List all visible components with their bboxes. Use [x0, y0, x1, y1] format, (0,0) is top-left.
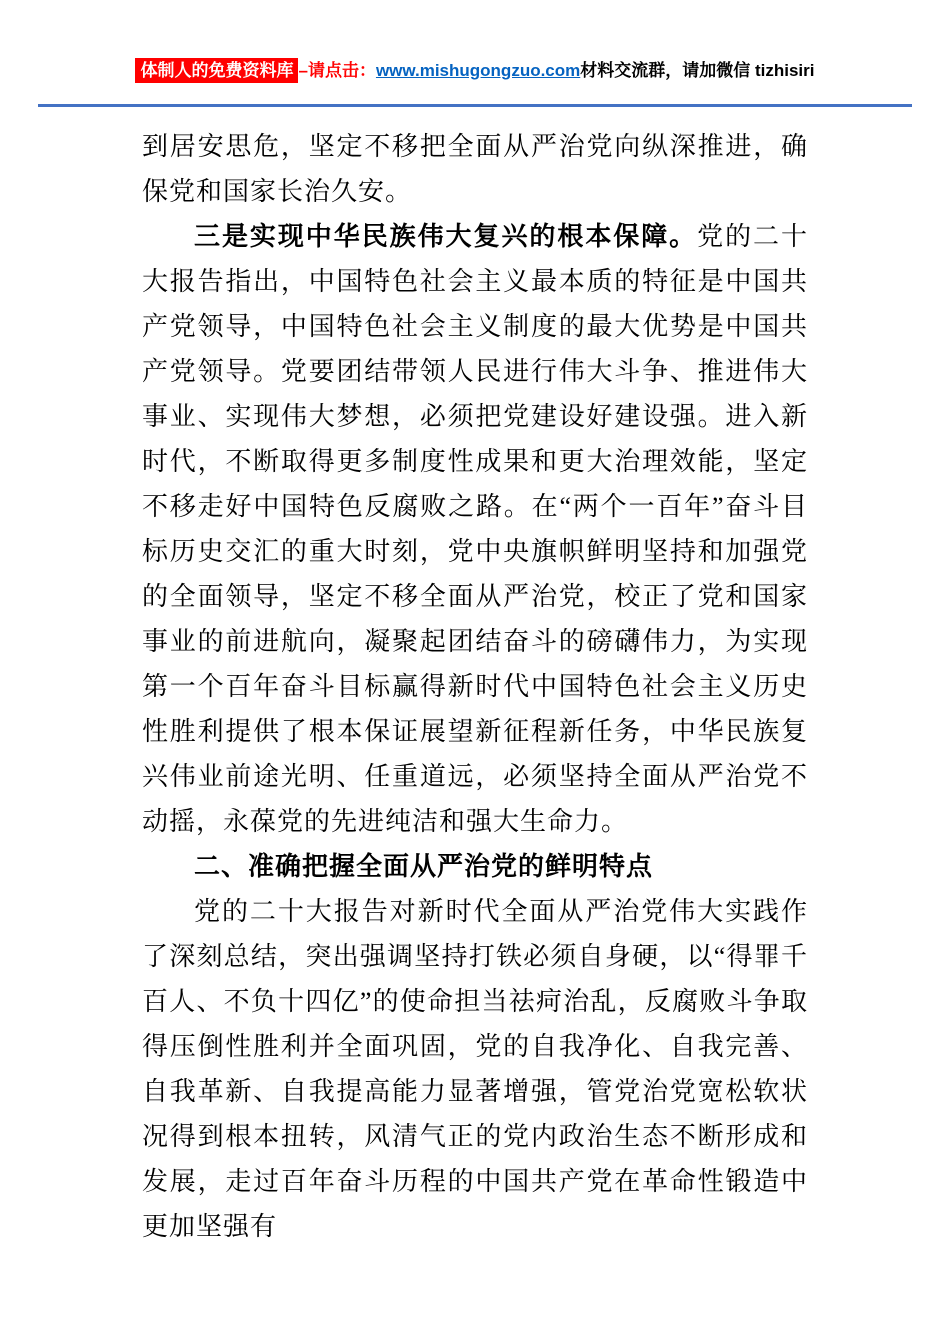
- document-body: [142, 124, 808, 1249]
- header-click-label: –请点击：: [298, 61, 376, 80]
- header-badge: 体制人的免费资料库: [135, 58, 298, 83]
- paragraph-section-two-body: [142, 889, 808, 1249]
- paragraph-point-three-lead: 三是实现中华民族伟大复兴的根本保障。: [194, 222, 698, 251]
- paragraph-point-three: [142, 214, 808, 844]
- page-header: [0, 56, 950, 81]
- paragraph-point-three-text: 党的二十大报告指出，中国特色社会主义最本质的特征是中国共产党领导，中国特色社会主义制度的最大优势是中国共产党领导。党要团结带领人民进行伟大斗争、推进伟大事业、实现伟大梦想，必须把党建设好建设强。进入新时代，不断取得更多制度性成果和更大治理效能，坚定不移走好中国特色反腐败之路。在“两个一百年”奋斗目标历史交汇的重大时刻，党中央旗帜鲜明坚持和加强党的全面领导，坚定不移全面从严治党，校正了党和国家事业的前进航向，凝聚起团结奋斗的磅礴伟力，为实现第一个百年奋斗目标赢得新时代中国特色社会主义历史性胜利提供了根本保证展望新征程新任务，中华民族复兴伟业前途光明、任重道远，必须坚持全面从严治党不动摇，永葆党的先进纯洁和强大生命力。: [142, 222, 808, 836]
- header-divider: [38, 104, 912, 107]
- paragraph-continuation-text: 到居安思危，坚定不移把全面从严治党向纵深推进，确保党和国家长治久安。: [142, 132, 808, 206]
- section-heading-two: [142, 844, 808, 889]
- paragraph-continuation: [142, 124, 808, 214]
- section-heading-two-text: 二、准确把握全面从严治党的鲜明特点: [194, 852, 654, 881]
- header-link[interactable]: www.mishugongzuo.com: [375, 61, 581, 80]
- header-suffix: 材料交流群，请加微信 tizhisiri: [580, 61, 815, 80]
- paragraph-section-two-text: 党的二十大报告对新时代全面从严治党伟大实践作了深刻总结，突出强调坚持打铁必须自身硬，以“得罪千百人、不负十四亿”的使命担当祛疴治乱，反腐败斗争取得压倒性胜利并全面巩固，党的自我净化、自我完善、自我革新、自我提高能力显著增强，管党治党宽松软状况得到根本扭转，风清气正的党内政治生态不断形成和发展，走过百年奋斗历程的中国共产党在革命性锻造中更加坚强有: [142, 897, 808, 1241]
